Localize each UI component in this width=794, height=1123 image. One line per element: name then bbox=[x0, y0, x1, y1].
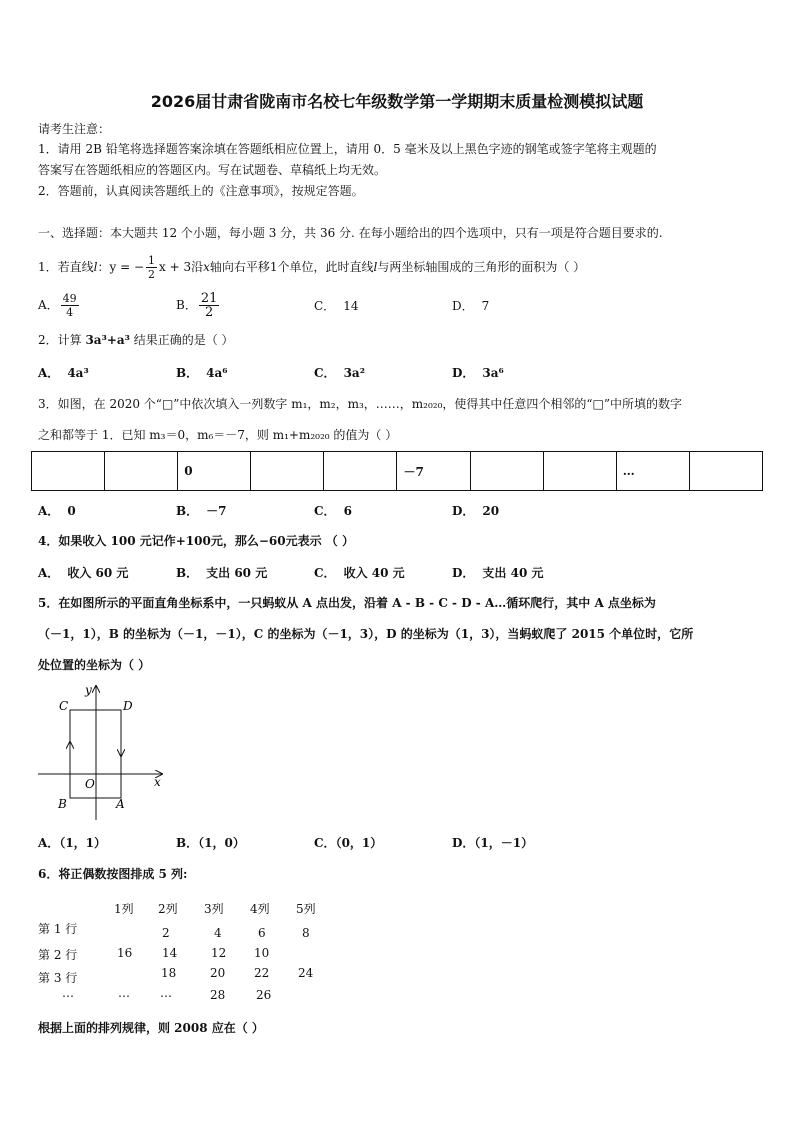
q1-fraction bbox=[146, 254, 157, 281]
box-cell bbox=[251, 452, 324, 491]
option-value: 14 bbox=[343, 299, 359, 313]
q5-option-b[interactable] bbox=[176, 834, 245, 851]
q4-option-d[interactable] bbox=[452, 564, 543, 581]
q2-option-d[interactable] bbox=[452, 364, 504, 381]
box-cell: －7 bbox=[397, 452, 470, 491]
option-value: 6 bbox=[343, 504, 352, 518]
frac-num: 21 bbox=[200, 291, 218, 306]
question-6: 6．将正偶数按图排成 5 列: bbox=[38, 867, 188, 881]
q1-prefix: 1．若直线 bbox=[38, 260, 94, 274]
option-value: 收入 40 元 bbox=[343, 566, 405, 580]
grid-cell: 16 bbox=[117, 946, 133, 960]
point-a-label: A bbox=[116, 797, 125, 811]
q1-eq-start: ：y = − bbox=[97, 260, 145, 274]
option-label: C． bbox=[314, 504, 336, 518]
notice-item-1b: 答案写在答题纸相应的答题区内。写在试题卷、草稿纸上均无效。 bbox=[38, 163, 387, 177]
q1-suffix2: 与两坐标轴围成的三角形的面积为（ ） bbox=[377, 260, 586, 274]
q3-option-b[interactable] bbox=[176, 502, 227, 519]
row-label: 第 2 行 bbox=[38, 948, 78, 962]
option-label: C． bbox=[314, 836, 336, 850]
q1-var-l2: l bbox=[373, 260, 378, 274]
row-label: 第 1 行 bbox=[38, 922, 78, 936]
x-label: x bbox=[154, 775, 161, 789]
grid-cell: … bbox=[160, 986, 172, 1000]
column-header: 2列 bbox=[158, 902, 178, 916]
point-b-label: B bbox=[58, 797, 67, 811]
grid-cell: 10 bbox=[254, 946, 270, 960]
grid-cell: 2 bbox=[162, 926, 170, 940]
option-label: C． bbox=[314, 566, 336, 580]
option-label: D． bbox=[452, 836, 475, 850]
q4-option-b[interactable] bbox=[176, 564, 267, 581]
grid-cell: 4 bbox=[214, 926, 222, 940]
q1-eq-end: x + 3 bbox=[159, 260, 192, 274]
q2-options bbox=[38, 364, 758, 382]
q1-a-fraction bbox=[61, 292, 79, 319]
option-label: D． bbox=[452, 504, 475, 518]
question-5-line-1: 5．在如图所示的平面直角坐标系中，一只蚂蚁从 A 点出发，沿着 A - B - C - D - A…循环爬行，其中 A 点坐标为 bbox=[38, 596, 656, 610]
grid-cell: 12 bbox=[211, 946, 227, 960]
grid-cell: 18 bbox=[161, 966, 177, 980]
q3-option-d[interactable] bbox=[452, 502, 499, 519]
q1-options bbox=[38, 291, 758, 320]
q5-option-c[interactable] bbox=[314, 834, 382, 851]
column-header: 3列 bbox=[204, 902, 224, 916]
q1-mid: 沿 bbox=[191, 260, 204, 274]
question-6-prompt: 根据上面的排列规律，则 2008 应在（ ） bbox=[38, 1021, 264, 1035]
row-label: 第 3 行 bbox=[38, 971, 78, 985]
row-label: … bbox=[62, 986, 74, 1000]
column-header: 1列 bbox=[114, 902, 134, 916]
box-cell bbox=[324, 452, 397, 491]
q1-frac-den: 2 bbox=[148, 268, 156, 281]
point-c-label: C bbox=[59, 699, 69, 713]
option-label: B． bbox=[176, 566, 199, 580]
option-label: A． bbox=[38, 504, 60, 518]
question-3-line-1: 3．如图，在 2020 个“□”中依次填入一列数字 m₁，m₂，m₃，……，m₂₀₂₀，使得其中任意四个相邻的“□”中所填的数字 bbox=[38, 397, 683, 411]
option-label: D． bbox=[452, 366, 475, 380]
grid-cell: 14 bbox=[162, 946, 178, 960]
q2-expression: 3a³+a³ bbox=[85, 333, 130, 347]
option-label: B． bbox=[176, 298, 197, 312]
option-label: C． bbox=[314, 366, 336, 380]
q5-option-d[interactable] bbox=[452, 834, 533, 851]
option-label: D． bbox=[452, 566, 475, 580]
box-cell bbox=[32, 452, 105, 491]
option-value: 支出 40 元 bbox=[482, 566, 544, 580]
option-label: A． bbox=[38, 566, 60, 580]
q1-suffix: 轴向右平移1个单位，此时直线 bbox=[209, 260, 374, 274]
q4-option-c[interactable] bbox=[314, 564, 405, 581]
box-cell bbox=[105, 452, 178, 491]
question-4: 4．如果收入 100 元记作+100元，那么−60元表示 （ ） bbox=[38, 534, 354, 548]
q2-option-a[interactable] bbox=[38, 364, 89, 381]
q2-suffix: 结果正确的是（ ） bbox=[129, 333, 234, 347]
option-label: B． bbox=[176, 366, 199, 380]
frac-den: 2 bbox=[204, 305, 214, 320]
option-label: A． bbox=[38, 298, 59, 312]
box-cell bbox=[543, 452, 616, 491]
notice-item-1a: 1．请用 2B 铅笔将选择题答案涂填在答题纸相应位置上，请用 0．5 毫米及以上黑色字迹的钢笔或签字笔将主观题的 bbox=[38, 142, 657, 156]
frac-den: 4 bbox=[66, 306, 74, 319]
column-header: 5列 bbox=[296, 902, 316, 916]
q4-option-a[interactable] bbox=[38, 564, 128, 581]
option-value: （1，0） bbox=[198, 836, 245, 850]
grid-cell: 24 bbox=[298, 966, 314, 980]
origin-label: O bbox=[85, 777, 95, 791]
question-5-line-3: 处位置的坐标为（ ） bbox=[38, 658, 151, 672]
table-row bbox=[32, 452, 763, 491]
option-value: 7 bbox=[481, 299, 490, 313]
option-value: （1，－1） bbox=[474, 836, 534, 850]
option-value: 收入 60 元 bbox=[67, 566, 129, 580]
q5-option-a[interactable] bbox=[38, 834, 106, 851]
q1-option-b[interactable] bbox=[176, 292, 221, 319]
q1-option-a[interactable] bbox=[38, 292, 81, 319]
frac-num: 49 bbox=[62, 292, 77, 305]
question-5-line-2: （－1，1），B 的坐标为（－1，－1），C 的坐标为（－1，3），D 的坐标为（1，3），当蚂蚁爬了 2015 个单位时，它所 bbox=[38, 627, 694, 641]
q3-option-a[interactable] bbox=[38, 502, 76, 519]
option-value: 支出 60 元 bbox=[206, 566, 268, 580]
q2-option-b[interactable] bbox=[176, 364, 228, 381]
box-cell bbox=[689, 452, 762, 491]
q2-prefix: 2．计算 bbox=[38, 333, 86, 347]
option-label: C． bbox=[314, 299, 336, 313]
option-label: B． bbox=[176, 504, 199, 518]
notice-item-2: 2．答题前，认真阅读答题纸上的《注意事项》，按规定答题。 bbox=[38, 184, 364, 198]
option-label: B． bbox=[176, 836, 199, 850]
q3-option-c[interactable] bbox=[314, 502, 352, 519]
grid-cell: 26 bbox=[256, 988, 272, 1002]
q1-frac-num: 1 bbox=[148, 254, 156, 267]
number-boxes-table bbox=[31, 451, 763, 491]
option-value: 4a³ bbox=[67, 366, 89, 380]
box-cell: … bbox=[616, 452, 689, 491]
page-title: 2026届甘肃省陇南市名校七年级数学第一学期期末质量检测模拟试题 bbox=[150, 92, 644, 111]
question-1 bbox=[38, 254, 585, 281]
q1-var-l: l bbox=[93, 260, 98, 274]
q2-option-c[interactable] bbox=[314, 364, 365, 381]
question-2 bbox=[38, 332, 234, 348]
option-value: （1，1） bbox=[59, 836, 107, 850]
coordinate-figure bbox=[30, 680, 180, 825]
grid-cell: 6 bbox=[258, 926, 266, 940]
question-3-line-2: 之和都等于 1．已知 m₃＝0，m₆＝－7，则 m₁+m₂₀₂₀ 的值为（ ） bbox=[38, 428, 398, 442]
q1-option-c[interactable] bbox=[314, 297, 358, 314]
box-cell bbox=[470, 452, 543, 491]
point-d-label: D bbox=[123, 699, 133, 713]
option-value: 20 bbox=[482, 504, 500, 518]
grid-cell: 22 bbox=[254, 966, 270, 980]
q1-option-d[interactable] bbox=[452, 297, 489, 314]
grid-cell: 20 bbox=[210, 966, 226, 980]
section-heading: 一、选择题：本大题共 12 个小题，每小题 3 分，共 36 分. 在每小题给出的四个选项中，只有一项是符合题目要求的. bbox=[38, 226, 663, 240]
box-cell: 0 bbox=[178, 452, 251, 491]
grid-cell: 8 bbox=[302, 926, 310, 940]
option-value: 0 bbox=[67, 504, 76, 518]
y-label: y bbox=[85, 683, 92, 697]
option-value: 3a² bbox=[343, 366, 365, 380]
option-label: A． bbox=[38, 836, 60, 850]
q5-options bbox=[38, 834, 758, 852]
q1-b-fraction bbox=[199, 292, 220, 319]
q4-options bbox=[38, 564, 758, 582]
grid-cell: 28 bbox=[210, 988, 226, 1002]
grid-cell: … bbox=[118, 986, 130, 1000]
option-value: －7 bbox=[206, 504, 227, 518]
option-label: D． bbox=[452, 299, 474, 313]
option-label: A． bbox=[38, 366, 60, 380]
option-value: 3a⁶ bbox=[482, 366, 504, 380]
q1-var-x: x bbox=[203, 260, 210, 274]
q3-options bbox=[38, 502, 758, 520]
option-value: 4a⁶ bbox=[206, 366, 228, 380]
notice-heading: 请考生注意： bbox=[38, 122, 111, 136]
option-value: （0，1） bbox=[335, 836, 383, 850]
column-header: 4列 bbox=[250, 902, 270, 916]
